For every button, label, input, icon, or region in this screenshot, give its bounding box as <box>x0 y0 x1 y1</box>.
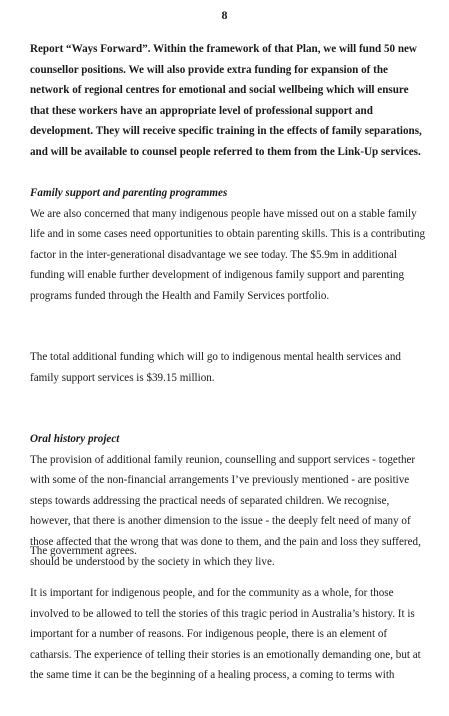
government-agrees-block <box>30 541 428 562</box>
family-support-heading: Family support and parenting programmes <box>30 187 228 199</box>
oral-history-heading: Oral history project <box>30 433 120 445</box>
government-agrees-paragraph: The government agrees. <box>30 545 137 557</box>
intro-paragraph: Report “Ways Forward”. Within the framework of that Plan, we will fund 50 new counsellor positions. We will also provide extra funding for expansion of the network of regional centres for emotional and social wellbeing which will ensure that these workers have an appropriate level of professional support and development. They will receive specific training in the effects of family separations, and will be available to counsel people referred to them from the Link-Up services. <box>30 43 422 158</box>
total-funding-block <box>30 347 428 388</box>
page-number: 8 <box>221 8 228 22</box>
family-support-paragraph: We are also concerned that many indigenous people have missed out on a stable family life and in some cases need opportunities to obtain parenting skills. This is a contributing factor in the inter-generational disadvantage we see today. The $5.9m in additional funding will enable further development of indigenous family support and parenting programs funded through the Health and Family Services portfolio. <box>30 207 426 302</box>
oral-history-paragraph: The provision of additional family reunion, counselling and support services - together with some of the non-financial arrangements I’ve previously mentioned - are positive steps towards addressing the practical needs of separated children. We recognise, however, that there is another dimension to the issue - the deeply felt need of many of those affected that the wrong that was done to them, and the pain and loss they suffered, should be understood by the society in which they live. <box>30 453 421 568</box>
total-funding-paragraph: The total additional funding which will go to indigenous mental health services and family support services is $39.15 million. <box>30 351 401 384</box>
final-paragraph: It is important for indigenous people, and for the community as a whole, for those involved to be allowed to tell the stories of this tragic period in Australia’s history. It is important for a number of reasons. For indigenous people, there is an element of catharsis. The experience of telling their stories is an emotionally demanding one, but at the same time it can be the beginning of a healing process, a coming to terms with <box>30 587 421 681</box>
intro-block <box>30 39 428 162</box>
family-support-section <box>30 183 428 306</box>
final-block <box>30 583 428 686</box>
